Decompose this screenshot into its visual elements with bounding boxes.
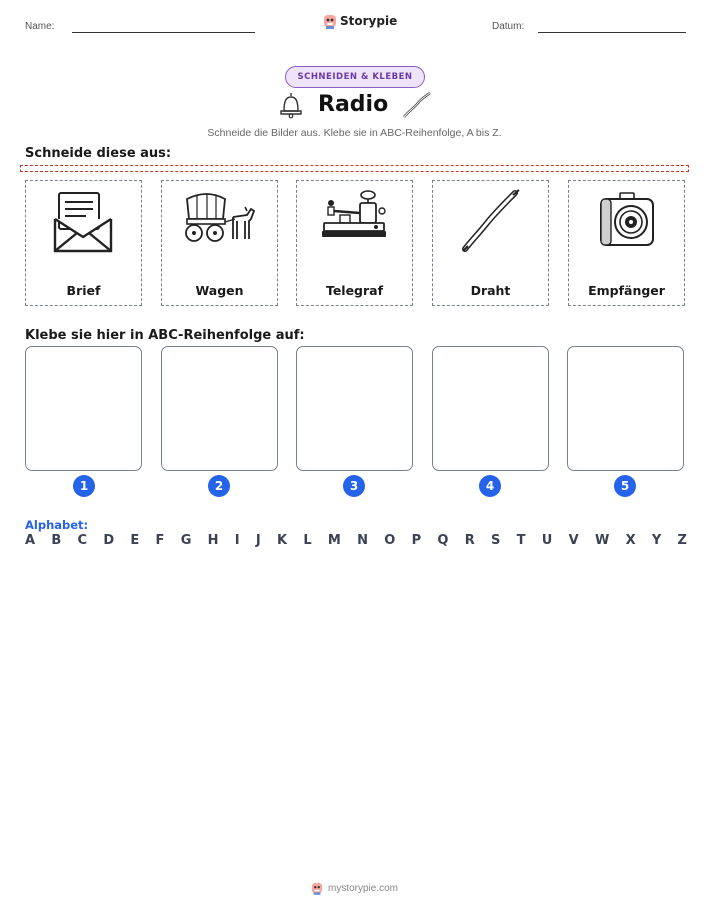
alphabet-letter: S [491, 533, 501, 548]
name-label: Name: [25, 21, 55, 32]
card-label: Wagen [195, 283, 244, 298]
card-label: Draht [470, 283, 511, 298]
slot-number-badge: 5 [614, 475, 636, 497]
date-line[interactable] [538, 32, 686, 33]
slot-number-badge: 1 [73, 475, 95, 497]
cut-card-draht[interactable] [432, 180, 549, 306]
alphabet-letter: F [155, 533, 165, 548]
alphabet-letter: V [568, 533, 579, 548]
slot-number-badge: 3 [343, 475, 365, 497]
instructions: Schneide die Bilder aus. Klebe sie in ABC-Reihenfolge, A bis Z. [207, 127, 502, 139]
bell-icon [278, 91, 304, 119]
alphabet-letter: K [277, 533, 288, 548]
slot-number-badge: 2 [208, 475, 230, 497]
covered-wagon-icon [185, 191, 255, 251]
footer-url[interactable]: mystorypie.com [327, 882, 398, 894]
alphabet-letter: D [103, 533, 115, 548]
alphabet-letter: L [303, 533, 312, 548]
name-line[interactable] [72, 32, 255, 33]
cut-card-empfaenger[interactable] [568, 180, 685, 306]
cut-card-wagen[interactable] [161, 180, 278, 306]
cut-card-telegraf[interactable] [296, 180, 413, 306]
paste-slot-5[interactable] [567, 346, 684, 471]
envelope-icon [50, 191, 116, 257]
wire-icon [400, 90, 434, 120]
alphabet-letter: N [357, 533, 369, 548]
alphabet-letter: E [130, 533, 140, 548]
alphabet-letter: P [411, 533, 422, 548]
page-title: Radio [318, 92, 389, 117]
storypie-mascot-icon [311, 881, 323, 895]
alphabet-letter: Y [651, 533, 662, 548]
alphabet-letter: C [77, 533, 88, 548]
slot-number-badge: 4 [479, 475, 501, 497]
alphabet-letter: J [255, 533, 261, 548]
cut-section-heading: Schneide diese aus: [25, 146, 172, 161]
alphabet-letter: T [516, 533, 526, 548]
alphabet-letter: O [384, 533, 396, 548]
alphabet-letter: Q [437, 533, 449, 548]
cut-card-brief[interactable] [25, 180, 142, 306]
paste-slot-1[interactable] [25, 346, 142, 471]
paste-section-heading: Klebe sie hier in ABC-Reihenfolge auf: [25, 328, 305, 343]
alphabet-label: Alphabet: [25, 518, 89, 532]
wire-icon [459, 189, 525, 255]
card-label: Empfänger [588, 283, 665, 298]
alphabet-letter: X [625, 533, 636, 548]
telegraph-icon [320, 189, 390, 249]
alphabet-letter: Z [677, 533, 687, 548]
activity-badge: SCHNEIDEN & KLEBEN [285, 66, 425, 88]
cut-line [20, 165, 689, 172]
brand-name: Storypie [340, 14, 398, 28]
alphabet-letter: W [594, 533, 610, 548]
paste-slot-4[interactable] [432, 346, 549, 471]
alphabet-letter: R [464, 533, 475, 548]
footer [0, 881, 709, 895]
alphabet-letter: G [180, 533, 192, 548]
alphabet-letter: A [25, 533, 36, 548]
paste-slot-3[interactable] [296, 346, 413, 471]
date-label: Datum: [492, 21, 525, 32]
paste-slot-2[interactable] [161, 346, 278, 471]
card-label: Telegraf [325, 283, 384, 298]
alphabet-letter: B [51, 533, 62, 548]
card-label: Brief [66, 283, 101, 298]
brand-logo [323, 13, 397, 29]
alphabet-row [25, 533, 687, 548]
alphabet-letter: U [541, 533, 553, 548]
receiver-icon [597, 191, 657, 251]
alphabet-letter: M [327, 533, 341, 548]
alphabet-letter: I [234, 533, 240, 548]
storypie-mascot-icon [323, 13, 337, 29]
alphabet-letter: H [207, 533, 219, 548]
